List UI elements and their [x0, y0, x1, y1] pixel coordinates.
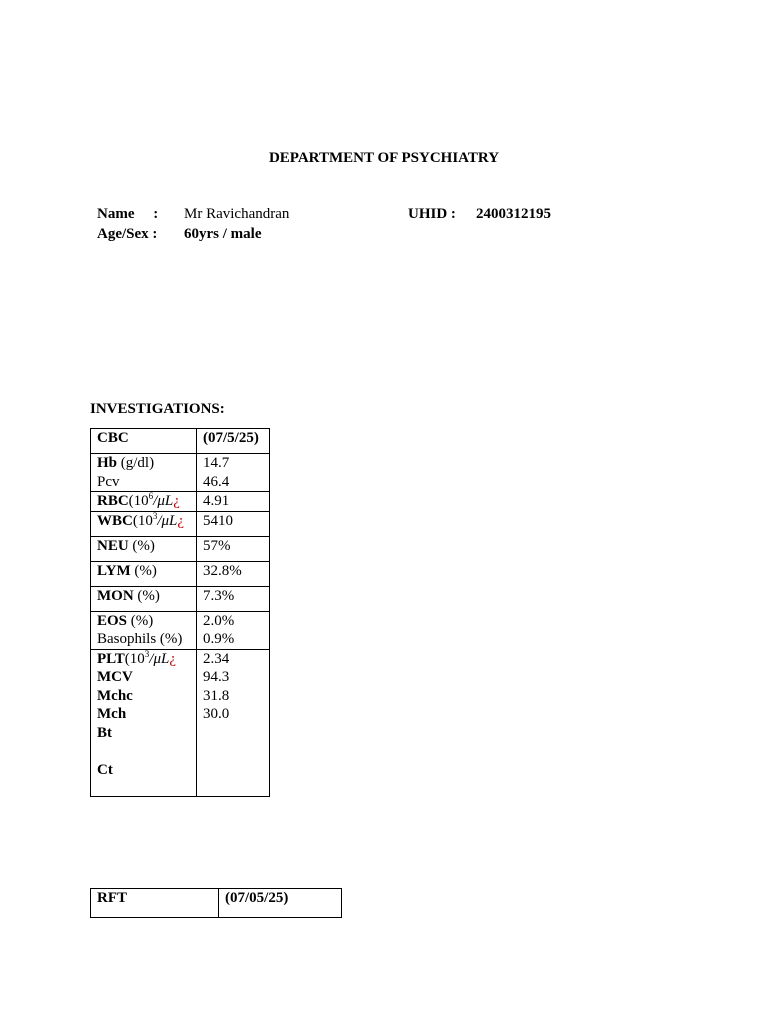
lym-label — [91, 561, 197, 586]
table-row — [91, 586, 270, 611]
table-row — [91, 429, 270, 454]
pcv-label: Pcv — [97, 473, 120, 490]
hb-unit: (g/dl) — [117, 455, 155, 471]
basophils-label: Basophils (%) — [97, 631, 183, 647]
page-title: DEPARTMENT OF PSYCHIATRY — [268, 150, 500, 166]
eos-value: 2.0% — [203, 612, 235, 629]
wbc-unit: /μL — [157, 512, 178, 529]
rbc-mark: ¿ — [173, 493, 180, 509]
plt-name: PLT — [97, 650, 125, 667]
rft-header-date: (07/05/25) — [219, 889, 342, 918]
mon-value: 7.3% — [197, 586, 270, 611]
plt-value: 2.34 — [203, 650, 230, 667]
wbc-label — [91, 511, 197, 536]
agesex-label: Age/Sex : — [97, 226, 158, 242]
table-row — [91, 561, 270, 586]
plt-block-labels — [91, 649, 197, 796]
mon-label — [91, 586, 197, 611]
lym-value: 32.8% — [197, 561, 270, 586]
rbc-unit: /μL — [153, 493, 174, 509]
rbc-value: 4.91 — [197, 492, 270, 512]
eos-name: EOS — [97, 612, 128, 629]
mon-name: MON — [97, 587, 134, 604]
mcv-value: 94.3 — [203, 669, 230, 685]
blank-line — [97, 742, 190, 761]
cbc-header-label: CBC — [91, 429, 197, 454]
hb-pcv-values — [197, 454, 270, 492]
ct-label: Ct — [97, 761, 113, 778]
agesex-value: 60yrs / male — [184, 226, 262, 242]
hb-pcv-labels — [91, 454, 197, 492]
mch-label: Mch — [97, 706, 127, 722]
table-row — [91, 492, 270, 512]
basophils-value: 0.9% — [203, 631, 235, 647]
lym-name: LYM — [97, 562, 131, 579]
rbc-name: RBC — [97, 493, 129, 509]
cbc-table — [90, 428, 270, 797]
eos-baso-labels — [91, 611, 197, 649]
plt-unit: /μL — [149, 650, 170, 667]
plt-sup: 3 — [144, 648, 150, 659]
name-value: Mr Ravichandran — [184, 206, 290, 222]
hb-value: 14.7 — [203, 455, 230, 471]
mcv-label: MCV — [97, 669, 133, 685]
bt-label: Bt — [97, 724, 112, 741]
eos-baso-values — [197, 611, 270, 649]
uhid-value: 2400312195 — [476, 206, 551, 222]
mon-unit: (%) — [133, 587, 160, 604]
wbc-value: 5410 — [197, 511, 270, 536]
rft-header-label: RFT — [91, 889, 219, 918]
cbc-header-date: (07/5/25) — [197, 429, 270, 454]
rft-table — [90, 888, 342, 918]
pcv-value: 46.4 — [203, 473, 230, 490]
mchc-label: Mchc — [97, 687, 133, 704]
hb-label: Hb — [97, 455, 118, 471]
uhid-label: UHID : — [408, 206, 456, 222]
plt-pre: (10 — [124, 650, 145, 667]
name-label: Name : — [97, 206, 159, 222]
rbc-pre: (10 — [128, 493, 149, 509]
table-row — [91, 649, 270, 796]
investigations-heading: INVESTIGATIONS: — [90, 401, 225, 417]
neu-unit: (%) — [128, 537, 155, 554]
neu-name: NEU — [97, 537, 129, 554]
plt-block-values — [197, 649, 270, 796]
lym-unit: (%) — [130, 562, 157, 579]
table-row — [91, 889, 342, 918]
rbc-label — [91, 492, 197, 512]
mchc-value: 31.8 — [203, 687, 230, 704]
table-row — [91, 511, 270, 536]
neu-label — [91, 536, 197, 561]
plt-mark: ¿ — [169, 650, 177, 667]
rbc-sup: 6 — [148, 491, 154, 501]
wbc-sup: 3 — [152, 510, 158, 521]
neu-value: 57% — [197, 536, 270, 561]
eos-unit: (%) — [127, 612, 154, 629]
table-row — [91, 536, 270, 561]
table-row — [91, 454, 270, 492]
wbc-mark: ¿ — [177, 512, 185, 529]
table-row — [91, 611, 270, 649]
wbc-name: WBC — [97, 512, 133, 529]
mch-value: 30.0 — [203, 706, 230, 722]
wbc-pre: (10 — [132, 512, 153, 529]
